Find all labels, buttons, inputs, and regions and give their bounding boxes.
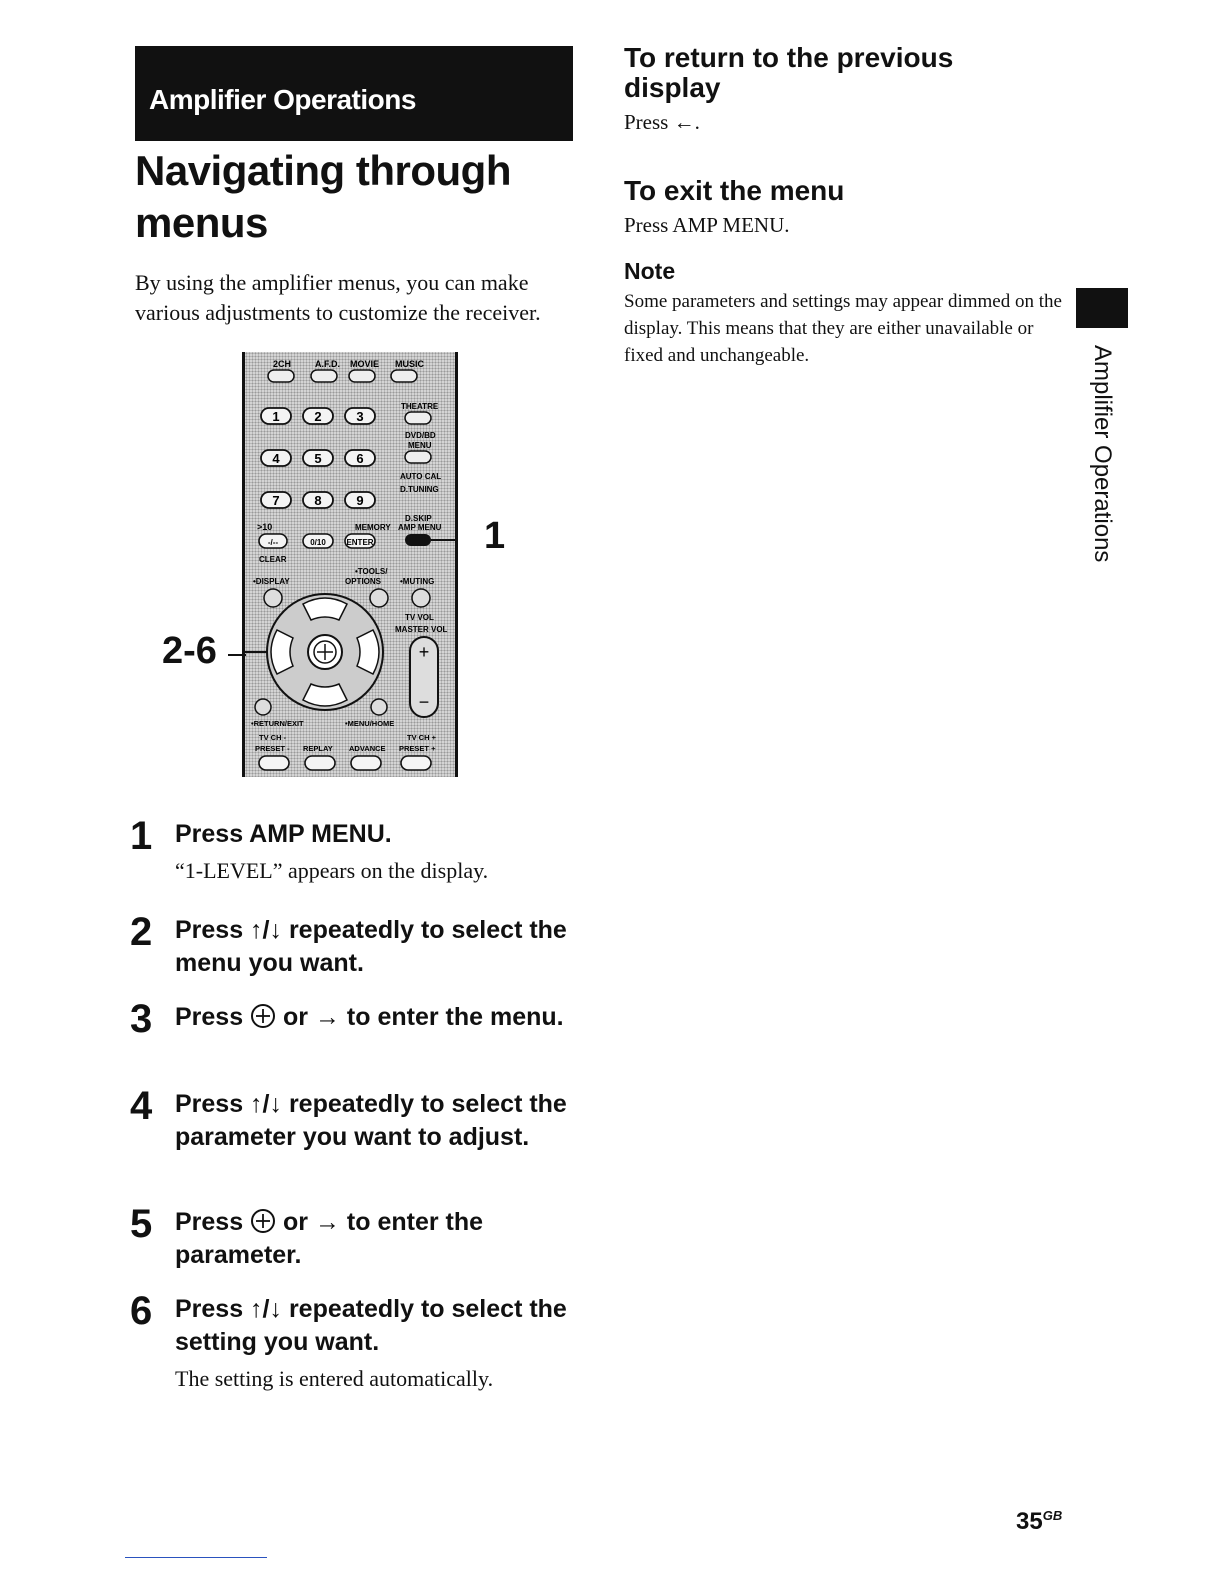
step-number: 4	[130, 1084, 153, 1128]
step-text-a: Press	[175, 1208, 244, 1236]
side-tab-label: Amplifier Operations	[1089, 345, 1116, 563]
step-number: 3	[130, 997, 153, 1041]
callout-label-2-6: 2-6	[162, 630, 217, 672]
label-dtuning: D.TUNING	[400, 485, 439, 494]
label-tools: •TOOLS/	[355, 567, 388, 576]
button-music	[391, 370, 417, 382]
label-memory: MEMORY	[355, 523, 391, 532]
label-theatre: THEATRE	[401, 402, 439, 411]
page-number-suffix: GB	[1042, 1508, 1063, 1523]
key-9: 9	[356, 493, 364, 508]
label-menuhome: •MENU/HOME	[345, 719, 395, 728]
page-number-value: 35	[1016, 1508, 1043, 1535]
label-dash: -/--	[267, 538, 279, 547]
step-6	[130, 1289, 600, 1393]
amp-menu-button	[405, 534, 431, 546]
section-header-text: Amplifier Operations	[149, 84, 416, 115]
key-4: 4	[272, 451, 280, 466]
label-ampmenu: AMP MENU	[398, 523, 442, 532]
label-tvvol: TV VOL	[405, 613, 434, 622]
enter-button-icon	[250, 1003, 276, 1029]
label-autocal: AUTO CAL	[400, 472, 442, 481]
return-text: Press ←.	[624, 110, 700, 134]
label-presetplus: PRESET +	[399, 744, 436, 753]
label-dskip: D.SKIP	[405, 514, 432, 523]
svg-text:+: +	[418, 642, 430, 662]
section-header-bar	[135, 46, 573, 141]
step-subtext: The setting is entered automatically.	[175, 1366, 494, 1391]
step-3	[130, 997, 600, 1041]
label-tvchminus: TV CH -	[259, 733, 287, 742]
label-muting: •MUTING	[400, 577, 435, 586]
label-movie: MOVIE	[350, 359, 380, 369]
side-tab-marker	[1076, 288, 1128, 328]
key-8: 8	[314, 493, 322, 508]
step-text	[175, 1001, 600, 1034]
note-text: Some parameters and settings may appear dimmed on the display. This means that they are either unavailable or fixed and unchangeable.	[624, 291, 1062, 366]
numeric-keypad	[261, 408, 375, 508]
key-1: 1	[272, 409, 280, 424]
step-number: 2	[130, 910, 153, 954]
button-movie	[349, 370, 375, 382]
note-heading: Note	[624, 258, 676, 284]
svg-text:−: −	[418, 692, 430, 712]
label-presetminus: PRESET -	[255, 744, 290, 753]
step-text	[175, 1206, 600, 1272]
exit-text: Press AMP MENU.	[624, 213, 790, 237]
step-5	[130, 1202, 600, 1272]
step-text: Press AMP MENU.	[175, 820, 392, 848]
exit-heading: To exit the menu	[624, 175, 845, 206]
callout-line-left	[228, 654, 246, 656]
step-1	[130, 814, 600, 885]
key-6: 6	[356, 451, 364, 466]
step-text: Press ↑/↓ repeatedly to select the parameter you want to adjust.	[175, 1090, 567, 1151]
label-dvdbd: DVD/BD	[405, 431, 436, 440]
label-display: •DISPLAY	[253, 577, 290, 586]
label-enter-key: ENTER	[346, 538, 374, 547]
label-replay: REPLAY	[303, 744, 333, 753]
step-text-b: or → to enter the menu.	[283, 1003, 564, 1031]
remote-control-illustration	[242, 352, 458, 777]
label-tvchplus: TV CH +	[407, 733, 436, 742]
label-menu: MENU	[408, 441, 432, 450]
step-text-b: or → to enter the parameter.	[175, 1208, 484, 1269]
label-returnexit: •RETURN/EXIT	[251, 719, 304, 728]
label-advance: ADVANCE	[349, 744, 386, 753]
step-subtext: “1-LEVEL” appears on the display.	[175, 858, 489, 883]
step-text-a: Press	[175, 1003, 244, 1031]
intro-paragraph: By using the amplifier menus, you can make various adjustments to customize the receiver.	[135, 270, 541, 325]
label-clear: CLEAR	[259, 555, 287, 564]
key-5: 5	[314, 451, 322, 466]
button-afd	[311, 370, 337, 382]
step-4	[130, 1084, 600, 1154]
key-3: 3	[356, 409, 364, 424]
step-number: 5	[130, 1202, 153, 1246]
label-gt10: >10	[257, 522, 273, 532]
page-title: Navigating through menus	[135, 147, 511, 246]
label-mastervol: MASTER VOL	[395, 625, 448, 634]
return-heading: To return to the previous display	[624, 42, 954, 103]
callout-label-1: 1	[484, 515, 506, 557]
key-7: 7	[272, 493, 280, 508]
label-afd: A.F.D.	[315, 359, 341, 369]
button-2ch	[268, 370, 294, 382]
key-2: 2	[314, 409, 322, 424]
step-number: 6	[130, 1289, 153, 1333]
label-music: MUSIC	[395, 359, 424, 369]
step-text: Press ↑/↓ repeatedly to select the setting you want.	[175, 1295, 567, 1356]
step-number: 1	[130, 814, 153, 858]
bottom-rule	[125, 1557, 267, 1558]
label-2ch: 2CH	[273, 359, 292, 369]
step-2	[130, 910, 600, 980]
label-010: 0/10	[310, 538, 326, 547]
enter-button-icon	[250, 1208, 276, 1234]
step-text: Press ↑/↓ repeatedly to select the menu you want.	[175, 916, 567, 977]
label-options: OPTIONS	[345, 577, 382, 586]
page-number	[1016, 1508, 1062, 1536]
